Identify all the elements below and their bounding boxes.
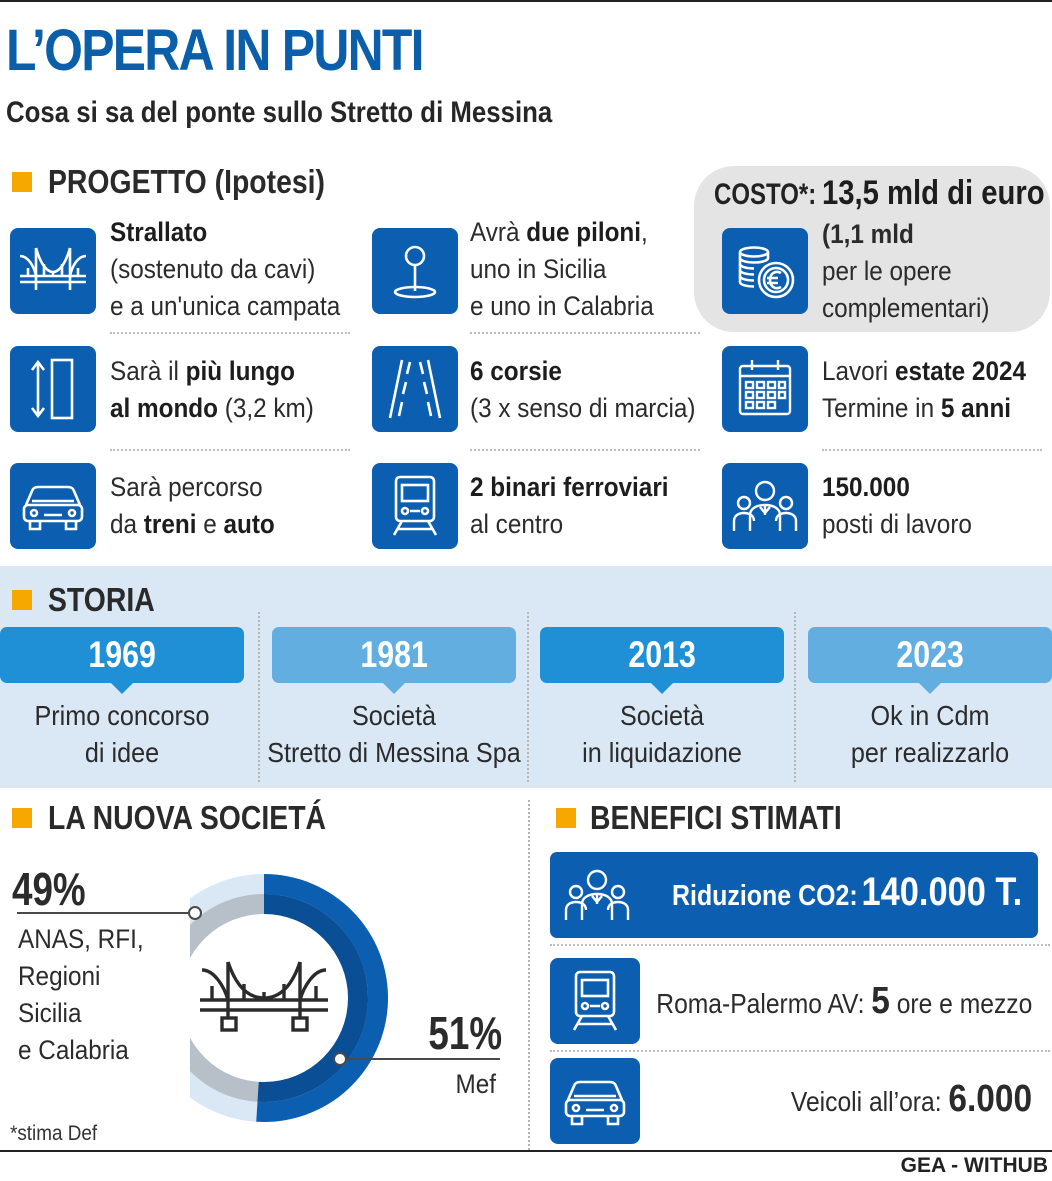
top-rule xyxy=(0,0,1052,2)
section-marker xyxy=(12,590,32,610)
progetto-item-5-line1: Lavori estate 2024 xyxy=(822,356,1027,386)
share-a-label-line2: Regioni xyxy=(18,961,101,991)
share-b-label: Mef xyxy=(455,1069,496,1099)
progetto-item-8-line1: 150.000 xyxy=(822,472,910,502)
calendar-icon xyxy=(722,346,808,432)
timeline-text-1969: Primo concorso di idee xyxy=(34,700,210,768)
timeline-text-2023: Ok in Cdm per realizzarlo xyxy=(850,700,1010,768)
dotted-divider xyxy=(550,944,1050,946)
section-heading-benefici: BENEFICI STIMATI xyxy=(590,799,842,836)
costo-sub-bold: (1,1 mld xyxy=(822,219,914,249)
train-icon xyxy=(372,463,458,549)
progetto-item-3-line1: Sarà il più lungo xyxy=(110,356,295,386)
section-marker xyxy=(12,808,32,828)
dotted-divider xyxy=(110,449,350,451)
bottom-rule xyxy=(0,1150,1052,1152)
share-a-label-line4: e Calabria xyxy=(18,1035,129,1065)
progetto-item-6-line2: da treni e auto xyxy=(110,509,275,539)
progetto-item-4-line2: (3 x senso di marcia) xyxy=(470,393,696,423)
progetto-item-2-line2: uno in Sicilia xyxy=(470,254,607,284)
benefit-veicoli: Veicoli all’ora: 6.000 xyxy=(790,1078,1032,1120)
progetto-item-1-line3: e a un'unica campata xyxy=(110,291,341,321)
progetto-item-2-line3: e uno in Calabria xyxy=(470,291,654,321)
timeline-text-1981: Società Stretto di Messina Spa xyxy=(267,700,521,768)
timeline-text-2013: Società in liquidazione xyxy=(582,700,742,768)
footnote: *stima Def xyxy=(10,1122,98,1145)
progetto-item-5-line2: Termine in 5 anni xyxy=(822,393,1012,423)
car-icon xyxy=(10,463,96,549)
dotted-divider xyxy=(470,332,700,334)
callout-dot-a xyxy=(188,906,202,920)
benefit-co2: Riduzione CO2: 140.000 T. xyxy=(671,870,1022,914)
progetto-item-1-line2: (sostenuto da cavi) xyxy=(110,254,316,284)
costo-value: 13,5 mld di euro xyxy=(822,174,1045,212)
credit: GEA - WITHUB xyxy=(900,1154,1048,1177)
share-b-percent: 51% xyxy=(428,1007,502,1059)
progetto-item-2-line1: Avrà due piloni, xyxy=(470,217,648,247)
share-a-label-line1: ANAS, RFI, xyxy=(18,924,144,954)
page-subtitle: Cosa si sa del ponte sullo Stretto di Messina xyxy=(6,96,553,129)
car-icon xyxy=(550,1058,640,1144)
dotted-divider xyxy=(470,449,700,451)
timeline-year-1981: 1981 xyxy=(272,627,516,683)
timeline-year-2013: 2013 xyxy=(540,627,784,683)
share-a-label-line3: Sicilia xyxy=(18,998,82,1028)
dotted-divider xyxy=(550,1050,1050,1052)
timeline-year-1969: 1969 xyxy=(0,627,244,683)
section-heading-progetto: PROGETTO (Ipotesi) xyxy=(48,163,325,200)
section-heading-storia: STORIA xyxy=(48,581,155,618)
progetto-item-4-line1: 6 corsie xyxy=(470,356,562,386)
ownership-donut-chart xyxy=(190,872,390,1122)
timeline-divider xyxy=(794,612,796,782)
dotted-divider xyxy=(822,449,1042,451)
timeline-year-2023: 2023 xyxy=(808,627,1052,683)
workers-icon xyxy=(556,860,638,930)
section-marker xyxy=(12,172,32,192)
progetto-item-6-line1: Sarà percorso xyxy=(110,472,263,502)
coins-euro-icon xyxy=(722,228,808,314)
train-icon xyxy=(550,958,640,1044)
location-pin-icon xyxy=(372,228,458,314)
section-marker xyxy=(556,808,576,828)
share-a-percent: 49% xyxy=(12,863,86,915)
progetto-item-8-line2: posti di lavoro xyxy=(822,509,972,539)
progetto-item-3-line2: al mondo (3,2 km) xyxy=(110,393,314,423)
progetto-item-1-line1: Strallato xyxy=(110,217,208,247)
progetto-item-7-line1: 2 binari ferroviari xyxy=(470,472,669,502)
costo-sub-3: complementari) xyxy=(822,293,990,323)
benefit-roma-palermo: Roma-Palermo AV: 5 ore e mezzo xyxy=(655,980,1032,1022)
page-title: L’OPERA IN PUNTI xyxy=(6,18,423,83)
costo-label: COSTO*: xyxy=(714,178,817,211)
workers-icon xyxy=(722,463,808,549)
callout-dot-b xyxy=(333,1052,347,1066)
dotted-divider xyxy=(110,332,350,334)
suspension-bridge-icon xyxy=(10,228,96,314)
section-divider xyxy=(528,800,530,1150)
road-lanes-icon xyxy=(372,346,458,432)
length-arrow-icon xyxy=(10,346,96,432)
costo-sub-2: per le opere xyxy=(822,256,952,286)
progetto-item-7-line2: al centro xyxy=(470,509,564,539)
section-heading-societa: LA NUOVA SOCIETÁ xyxy=(48,799,327,836)
